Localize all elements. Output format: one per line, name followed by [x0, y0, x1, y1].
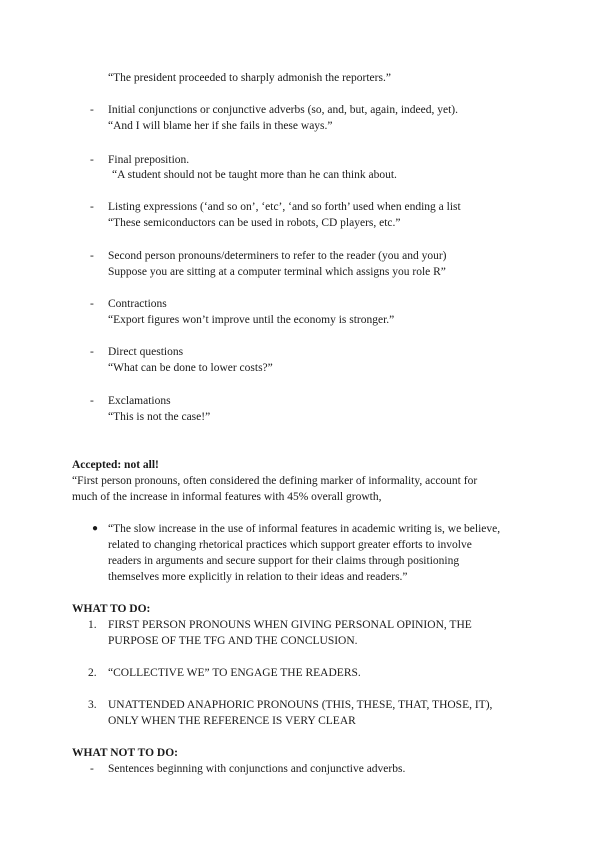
accepted-heading: Accepted: not all! [72, 459, 159, 471]
todo-line: FIRST PERSON PRONOUNS WHEN GIVING PERSONAL OPINION, THE [108, 619, 472, 631]
list-item-example: “Export figures won’t improve until the economy is stronger.” [108, 314, 395, 326]
list-item-example: “These semiconductors can be used in robots, CD players, etc.” [108, 217, 401, 229]
what-not-to-do-heading: WHAT NOT TO DO: [72, 747, 178, 759]
list-item-title: Final preposition. [108, 154, 190, 166]
list-item-example: “This is not the case!” [108, 411, 211, 423]
list-dash: - [90, 250, 94, 262]
item-number: 2. [88, 667, 97, 679]
list-item-example: “A student should not be taught more than he can think about. [112, 169, 397, 181]
list-item-title: Exclamations [108, 395, 171, 407]
list-dash: - [90, 201, 94, 213]
todo-line: PURPOSE OF THE TFG AND THE CONCLUSION. [108, 635, 358, 647]
list-dash: - [90, 104, 94, 116]
top-quote: “The president proceeded to sharply admonish the reporters.” [108, 72, 391, 84]
list-item-title: Contractions [108, 298, 167, 310]
quote-line: themselves more explicitly in relation to their ideas and readers.” [108, 571, 408, 583]
quote-line: readers in arguments and secure support for their claims through positioning [108, 555, 460, 567]
list-item-example: Suppose you are sitting at a computer terminal which assigns you role R” [108, 266, 446, 278]
todo-line: “COLLECTIVE WE” TO ENGAGE THE READERS. [108, 667, 361, 679]
list-dash: - [90, 298, 94, 310]
item-number: 1. [88, 619, 97, 631]
list-dash: - [90, 763, 94, 775]
todo-line: UNATTENDED ANAPHORIC PRONOUNS (THIS, THESE, THAT, THOSE, IT), [108, 699, 493, 711]
list-item-title: Initial conjunctions or conjunctive adverbs (so, and, but, again, indeed, yet). [108, 104, 459, 116]
list-dash: - [90, 154, 94, 166]
list-item-title: Direct questions [108, 346, 184, 358]
bullet-icon: ● [92, 523, 99, 534]
item-number: 3. [88, 699, 97, 711]
list-item-example: “And I will blame her if she fails in these ways.” [108, 120, 333, 132]
todo-line: ONLY WHEN THE REFERENCE IS VERY CLEAR [108, 715, 356, 727]
accepted-paragraph-line: much of the increase in informal features with 45% overall growth, [72, 491, 382, 503]
list-dash: - [90, 346, 94, 358]
list-dash: - [90, 395, 94, 407]
list-item-title: Listing expressions (‘and so on’, ‘etc’, ‘and so forth’ used when ending a list [108, 201, 461, 213]
list-item-example: “What can be done to lower costs?” [108, 362, 273, 374]
list-item-title: Second person pronouns/determiners to refer to the reader (you and your) [108, 250, 447, 262]
what-to-do-heading: WHAT TO DO: [72, 603, 151, 615]
dont-line: Sentences beginning with conjunctions and conjunctive adverbs. [108, 763, 406, 775]
quote-line: “The slow increase in the use of informal features in academic writing is, we believe, [108, 523, 501, 535]
quote-line: related to changing rhetorical practices which support greater efforts to involve [108, 539, 472, 551]
accepted-paragraph-line: “First person pronouns, often considered the defining marker of informality, account for [72, 475, 478, 487]
